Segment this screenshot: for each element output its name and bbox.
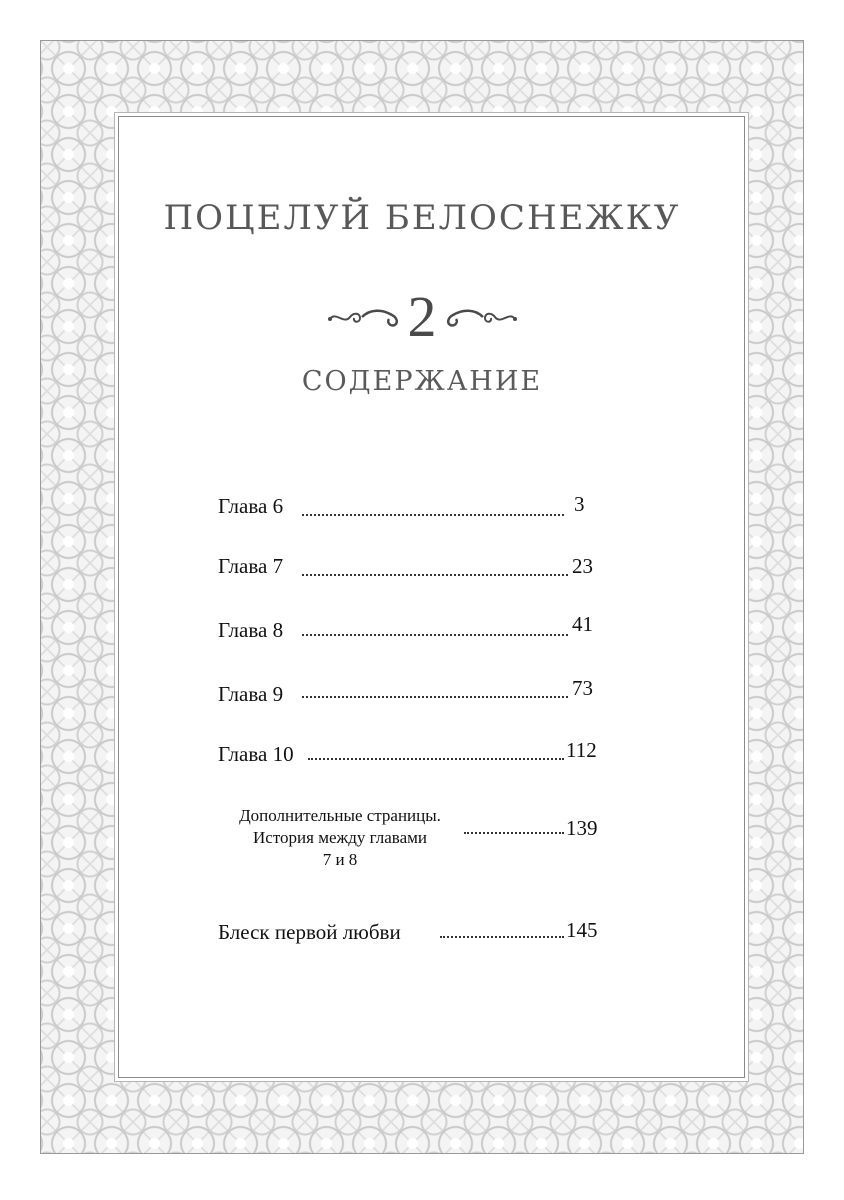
toc-page-number: 73 <box>572 676 593 700</box>
toc-leader-dots <box>464 832 564 834</box>
toc-entry-label-line-3: 7 и 8 <box>322 850 358 869</box>
content-panel <box>118 116 745 1078</box>
volume-ornament <box>0 282 844 352</box>
toc-entry-label: Глава 8 <box>218 618 284 642</box>
toc-entry-label: Блеск первой любви <box>218 920 401 944</box>
toc-page-number: 41 <box>572 612 593 636</box>
toc-entry-label-line-1: Дополнительные страницы. <box>239 806 441 825</box>
toc-leader-dots <box>440 936 564 938</box>
toc-leader-dots <box>302 634 568 636</box>
toc-page-number: 112 <box>566 738 597 762</box>
contents-heading: СОДЕРЖАНИЕ <box>301 366 543 397</box>
toc-page-number: 3 <box>574 492 585 516</box>
toc-entry-label-line-2: История между главами <box>253 828 427 847</box>
toc-page-number: 145 <box>566 918 598 942</box>
toc-leader-dots <box>302 574 568 576</box>
toc-leader-dots <box>302 696 568 698</box>
toc-page-number: 139 <box>566 816 598 840</box>
toc-page-number: 23 <box>572 554 593 578</box>
toc-entry-label: Глава 6 <box>218 494 284 518</box>
book-title: ПОЦЕЛУЙ БЕЛОСНЕЖКУ <box>163 198 681 238</box>
toc-leader-dots <box>308 758 564 760</box>
toc-entry-label: Глава 7 <box>218 554 284 578</box>
toc-entry-label: Глава 10 <box>218 742 294 766</box>
right-flourish-icon <box>445 303 519 331</box>
toc-entry-extra-pages[interactable] <box>218 805 462 871</box>
toc-leader-dots <box>302 514 564 516</box>
volume-number: 2 <box>407 284 437 349</box>
left-flourish-icon <box>326 303 400 331</box>
toc-entry-label: Глава 9 <box>218 682 284 706</box>
